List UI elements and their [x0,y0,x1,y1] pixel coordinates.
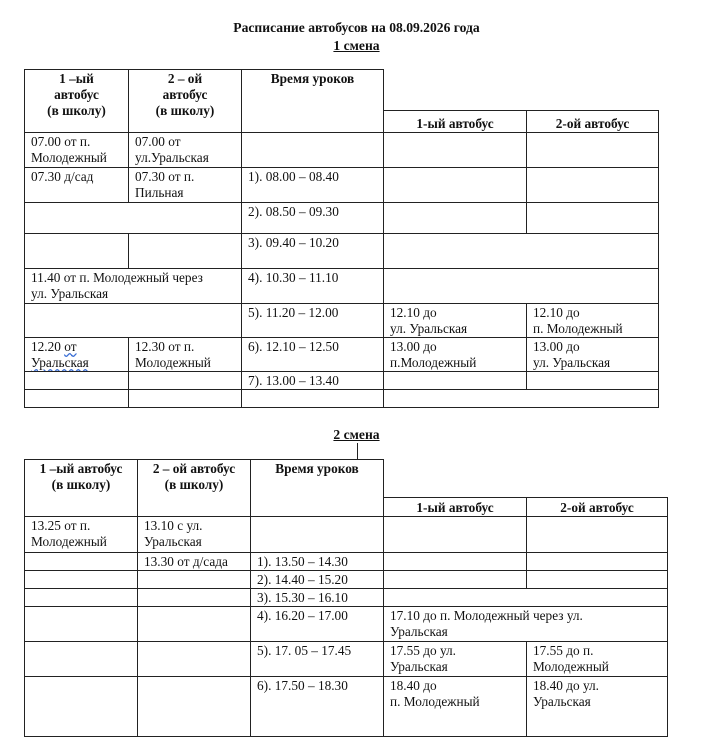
table-row [25,168,659,203]
divider [357,443,358,460]
lesson-time: 4). 10.30 – 11.10 [242,269,384,304]
lesson-time: 6). 12.10 – 12.50 [242,338,384,372]
header-bus1: 1-ый автобус [384,498,527,517]
header-bus2: 2-ой автобус [527,498,668,517]
cell: 17.55 до ул. Уральская [384,642,527,677]
header-bus1-to-school: 1 –ый автобус (в школу) [25,70,129,133]
cell: 07.30 от п. Пильная [129,168,242,203]
header-lesson-times: Время уроков [251,460,384,517]
header-bus2: 2-ой автобус [527,111,659,133]
header-lesson-times: Время уроков [242,70,384,133]
shift-2-label: 2 смена [333,427,380,442]
shift-2-table [24,459,668,737]
cell: 13.00 до ул. Уральская [527,338,659,372]
cell: 13.25 от п. Молодежный [25,517,138,553]
lesson-time: 3). 15.30 – 16.10 [251,589,384,607]
cell: 13.00 до п.Молодежный [384,338,527,372]
table-row [25,269,659,304]
shift-1-table [24,69,659,408]
header-bus1-to-school: 1 –ый автобус (в школу) [25,460,138,517]
table-row [25,607,668,642]
cell: 07.30 д/сад [25,168,129,203]
header-bus2-to-school: 2 – ой автобус (в школу) [138,460,251,517]
cell: 12.30 от п. Молодежный [129,338,242,372]
cell: 12.10 до п. Молодежный [527,304,659,338]
lesson-time: 4). 16.20 – 17.00 [251,607,384,642]
page-title: Расписание автобусов на 08.09.2026 года [233,20,480,35]
lesson-time: 2). 14.40 – 15.20 [251,571,384,589]
table-row [25,517,668,553]
cell: 13.10 с ул. Уральская [138,517,251,553]
cell: 07.00 от п. Молодежный [25,133,129,168]
table-row [25,390,659,408]
cell: 17.10 до п. Молодежный через ул. Уральская [384,607,668,642]
table-row [25,234,659,269]
cell: 12.20 от Уральская [25,338,129,372]
shift-1-label: 1 смена [333,38,380,53]
table-row [25,571,668,589]
table-row [25,203,659,234]
lesson-time: 7). 13.00 – 13.40 [242,372,384,390]
cell: 12.10 до ул. Уральская [384,304,527,338]
lesson-time: 3). 09.40 – 10.20 [242,234,384,269]
table-row [25,304,659,338]
lesson-time: 2). 08.50 – 09.30 [242,203,384,234]
cell: 11.40 от п. Молодежный через ул. Уральская [25,269,242,304]
table-row [25,553,668,571]
cell: 17.55 до п. Молодежный [527,642,668,677]
lesson-time: 5). 17. 05 – 17.45 [251,642,384,677]
table-row [25,589,668,607]
lesson-time: 1). 08.00 – 08.40 [242,168,384,203]
table-row [25,338,659,372]
lesson-time: 6). 17.50 – 18.30 [251,677,384,737]
header-bus2-to-school: 2 – ой автобус (в школу) [129,70,242,133]
header-bus1: 1-ый автобус [384,111,527,133]
table-row [25,133,659,168]
cell: 18.40 до ул. Уральская [527,677,668,737]
table-row [25,677,668,737]
cell: 07.00 от ул.Уральская [129,133,242,168]
cell: 18.40 до п. Молодежный [384,677,527,737]
lesson-time: 1). 13.50 – 14.30 [251,553,384,571]
table-row [25,372,659,390]
lesson-time: 5). 11.20 – 12.00 [242,304,384,338]
cell: 13.30 от д/сада [138,553,251,571]
table-row [25,642,668,677]
